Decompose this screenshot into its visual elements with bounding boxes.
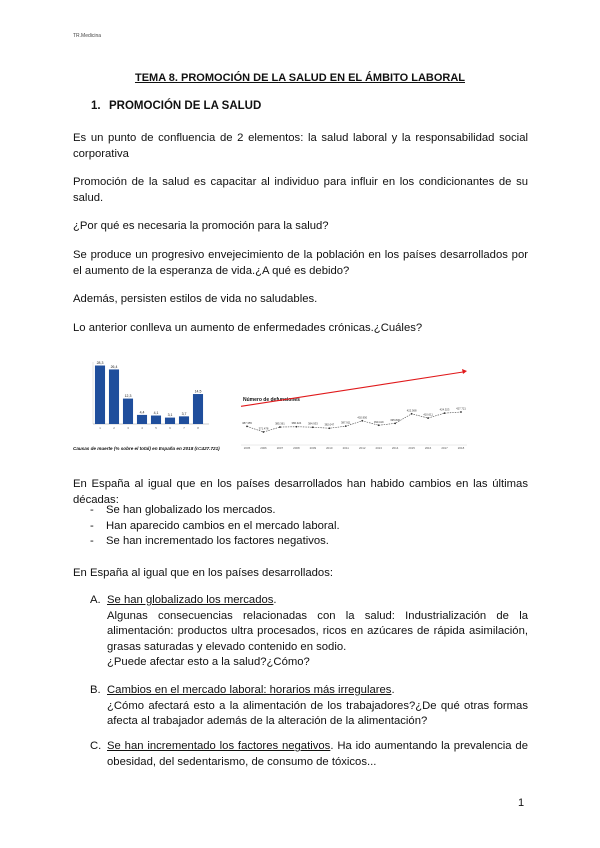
data-point (394, 422, 396, 424)
paragraph: Además, persisten estilos de vida no saludables. (73, 293, 318, 305)
item-c: C. Se han incrementado los factores negativos. Ha ido aumentando la prevalencia de obesidad, del sedentarismo, de consumo de tóxicos... (90, 740, 528, 768)
data-point (411, 413, 413, 415)
paragraph: ¿Por qué es necesaria la promoción para la salud? (73, 220, 329, 232)
data-point (246, 425, 248, 427)
point-value-label: 382.047 (324, 423, 335, 427)
point-value-label: 390.419 (373, 420, 384, 424)
bar-value-label: 4,1 (153, 411, 159, 416)
x-tick-label: 2012 (359, 446, 366, 450)
bar (151, 416, 161, 424)
x-tick-label: 2014 (391, 446, 399, 450)
item-title: Se han incrementado los factores negativos (107, 740, 331, 752)
data-point (361, 420, 363, 422)
point-value-label: 371.478 (258, 427, 269, 431)
point-value-label: 385.361 (275, 422, 285, 426)
section-heading (91, 100, 261, 112)
bar-value-label: 3,7 (181, 411, 187, 416)
list-item: - Se han incrementado los factores negativos. (90, 535, 329, 547)
item-letter: B. (90, 684, 101, 696)
point-value-label: 410.611 (423, 413, 433, 417)
bar-category-label: 1 (99, 426, 101, 430)
data-point (378, 424, 380, 426)
bar-category-label: 8 (197, 426, 199, 430)
trend-arrow (241, 372, 463, 406)
bar-chart (73, 361, 220, 451)
list-item: - Han aparecido cambios en el mercado laboral. (90, 519, 340, 532)
paragraph: Es un punto de confluencia de 2 elementos: la salud laboral y la responsabilidad social corporativa (73, 132, 528, 160)
point-value-label: 424.523 (439, 408, 450, 412)
x-tick-label: 2013 (375, 446, 382, 450)
point-value-label: 395.830 (390, 418, 401, 422)
bar (123, 399, 133, 424)
trend-arrowhead (462, 369, 467, 374)
bar-value-label: 3,1 (167, 413, 173, 418)
data-point (312, 426, 314, 428)
bar-value-label: 14,5 (194, 389, 202, 394)
data-point (295, 426, 297, 428)
item-b: B. Cambios en el mercado laboral: horarios más irregulares. ¿Cómo afectará esto a la alimentación de los trabajadores?¿De qué otras formas afecta al trabajador además de la alteración de la alimentación? (90, 683, 528, 730)
spain-intro-2: En España al igual que en los países desarrollados: (73, 567, 333, 579)
bar (109, 369, 119, 424)
item-title: Cambios en el mercado laboral: horarios más irregulares (107, 684, 392, 696)
spain-intro: En España al igual que en los países desarrollados han habido cambios en las últimas décadas: (73, 478, 528, 506)
data-point (263, 431, 265, 433)
bar-category-label: 7 (183, 426, 185, 430)
point-value-label: 384.933 (307, 422, 318, 426)
x-tick-label: 2011 (342, 446, 349, 450)
bar (193, 394, 203, 424)
item-question: ¿Puede afectar esto a la salud?¿Cómo? (107, 656, 310, 668)
bar-chart-title: Causas de muerte (% sobre el total) en España en 2018 (n=427.721) (73, 446, 220, 451)
bar (179, 416, 189, 424)
section-heading-text: PROMOCIÓN DE LA SALUD (109, 100, 262, 112)
line-chart (241, 369, 467, 450)
item-text: ¿Cómo afectará esto a la alimentación de los trabajadores?¿De qué otras formas afecta al trabajador además de la alteración de la alimentación? (107, 699, 528, 727)
data-point (279, 426, 281, 428)
paragraph: Promoción de la salud es capacitar al individuo para influir en los condicionantes de su salud. (73, 176, 528, 204)
point-value-label: 422.568 (406, 409, 417, 413)
item-letter: A. (90, 594, 101, 606)
bar-value-label: 28,3 (96, 361, 104, 366)
bar-category-label: 5 (155, 426, 157, 430)
section-number: 1. (91, 100, 101, 112)
point-value-label: 387.911 (341, 421, 351, 425)
header-note: TR.Medicina (73, 33, 102, 39)
line-chart-title: Número de defunciones (243, 397, 300, 403)
charts-svg (73, 350, 473, 460)
point-value-label: 386.324 (291, 422, 302, 426)
bar-category-label: 2 (113, 426, 115, 430)
x-tick-label: 2007 (276, 446, 284, 450)
data-point (460, 411, 462, 413)
bar-value-label: 4,4 (139, 410, 145, 415)
paragraph: Lo anterior conlleva un aumento de enfermedades crónicas.¿Cuáles? (73, 322, 423, 334)
point-value-label: 402.950 (357, 416, 368, 420)
x-tick-label: 2009 (309, 446, 317, 450)
x-tick-label: 2017 (441, 446, 448, 450)
bar-category-label: 4 (141, 426, 143, 430)
bar (165, 418, 175, 424)
point-value-label: 427.721 (456, 407, 466, 411)
page-number: 1 (518, 797, 525, 809)
point-value-label: 387.355 (242, 421, 252, 425)
item-title: Se han globalizado los mercados (107, 594, 274, 606)
bar (95, 366, 105, 424)
x-tick-label: 2018 (457, 446, 465, 450)
data-point (427, 417, 429, 419)
x-tick-label: 2016 (424, 446, 432, 450)
paragraph: Se produce un progresivo envejecimiento de la población en los países desarrollados por el aumento de la esperanza de vida.¿A qué es debido? (73, 249, 528, 277)
x-tick-label: 2010 (326, 446, 333, 450)
document-title: TEMA 8. PROMOCIÓN DE LA SALUD EN EL ÁMBITO LABORAL (134, 72, 465, 84)
bar-value-label: 26,4 (110, 364, 118, 369)
bullet-list (90, 503, 340, 550)
item-a: A. Se han globalizado los mercados. Algunas consecuencias relacionadas con la salud: Industrialización de la alimentación: productos ultra procesados, ricos en azúcares de rápida asimilación, grasas saturadas y elevado contenido en sodio. ¿Puede afectar esto a la salud?¿Cómo? (90, 593, 528, 671)
data-point (345, 425, 347, 427)
x-tick-label: 2015 (408, 446, 415, 450)
data-point (328, 427, 330, 429)
list-item: - Se han globalizado los mercados. (90, 504, 276, 516)
bar-category-label: 6 (169, 426, 171, 430)
bar-value-label: 12,3 (124, 394, 132, 399)
bar-category-label: 3 (127, 426, 129, 430)
bar (137, 415, 147, 424)
x-tick-label: 2008 (293, 446, 300, 450)
x-tick-label: 2006 (260, 446, 267, 450)
item-letter: C. (90, 740, 102, 752)
data-point (444, 412, 446, 414)
x-tick-label: 2005 (243, 446, 251, 450)
item-text: Ha ido aumentando la prevalencia de obesidad, del sedentarismo, de consumo de tóxicos... (107, 740, 528, 768)
item-text: Algunas consecuencias relacionadas con la salud: Industrialización de la alimentación: productos ultra procesados, ricos en azúcares de rápida asimilación, grasas saturadas y elevado contenido en sodio. (107, 609, 528, 653)
charts-figure (73, 350, 473, 465)
